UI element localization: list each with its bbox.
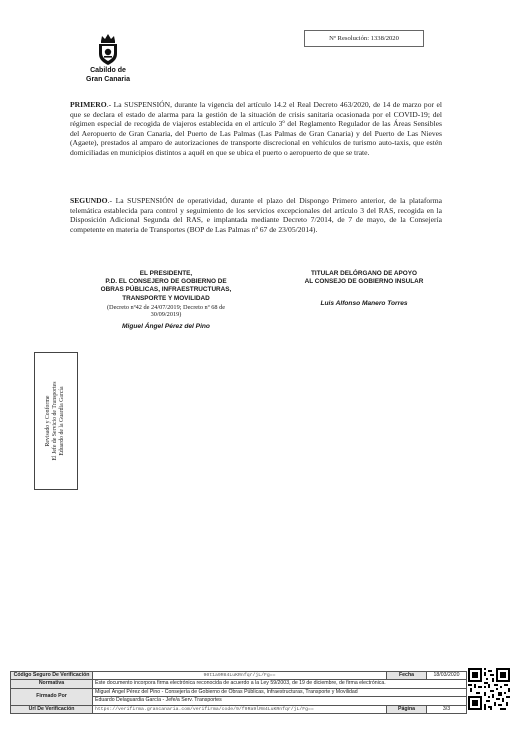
stamp-text xyxy=(45,354,67,488)
signature-block-organ xyxy=(282,270,446,308)
page-label: Página xyxy=(387,705,427,713)
signature-name: Luis Alfonso Manero Torres xyxy=(320,300,408,308)
paragraph-segundo xyxy=(70,196,442,234)
signature-title: EL PRESIDENTE, P.D. EL CONSEJERO DE GOBIERNO DE OBRAS PÚBLICAS, INFRAESTRUCTURAS, TRANSPORTE Y MOVILIDAD xyxy=(100,270,232,302)
stamp-line: Eduardo de la Guardia García xyxy=(59,386,66,456)
table-row xyxy=(11,705,467,713)
table-row xyxy=(11,680,467,688)
verification-table xyxy=(10,671,467,714)
date-label: Fecha xyxy=(387,672,427,680)
csv-label: Código Seguro De Verificación xyxy=(11,672,93,680)
logo-line-2: Gran Canaria xyxy=(86,75,130,83)
qr-code-icon xyxy=(468,668,510,710)
signature-block-president xyxy=(72,270,260,331)
logo-line-1: Cabildo de xyxy=(90,67,126,74)
table-row xyxy=(11,672,467,680)
paragraph-text: .- La SUSPENSIÓN, durante la vigencia del artículo 14.2 el Real Decreto 463/2020, de 14 de marzo por el que se declara el estado de alarma para la gestión de la situación de crisis sanitaria ocasionada por el COVID-19; del régimen especial de recogida de viajeros establecida en el artículo 3º del Reglamento Regulador de las Áreas Sensibles del Aeropuerto de Gran Canaria, del Puerto de Las Palmas (Las Palmas de Gran Canaria) y del Puerto de Las Nieves (Agaete), prestados al amparo de autorizaciones de transporte discrecional en vehículos de turismo auto-taxis, que estén domiciliadas en municipios distintos a aquél en que se ubica el puerto o aeropuerto de que se trate. xyxy=(70,100,442,157)
stamp-line: El Jefe de Servicio de Transportes xyxy=(52,381,59,461)
normativa-value: Este documento incorpora firma electrónica reconocida de acuerdo a la Ley 59/2003, de 19 de diciembre, de firma electrónica. xyxy=(93,680,467,688)
csv-value[interactable]: 90t1a9R84LuKRnfqr/jL/Fg== xyxy=(93,672,387,680)
signer-1: Miguel Ángel Pérez del Pino - Consejería de Gobierno de Obras Públicas, Infraestructuras, Transporte y Movilidad xyxy=(93,688,467,696)
signature-name: Miguel Ángel Pérez del Pino xyxy=(122,323,210,330)
paragraph-primero xyxy=(70,100,442,158)
signature-decree: (Decreto nº42 de 24/07/2019; Decreto nº 68 de 30/09/2019) xyxy=(106,303,226,319)
normativa-label: Normativa xyxy=(11,680,93,688)
verification-url[interactable]: https://verifirma.grancanaria.com/verifirma/code/9/f9Ra9lR84LuKRnfqr/jL/Fg== xyxy=(93,705,387,713)
paragraph-label: PRIMERO xyxy=(70,100,107,109)
paragraph-text: .- La SUSPENSIÓN de operatividad, durante el plazo del Dispongo Primero anterior, de la plataforma telemática establecida para control y seguimiento de los servicios excepcionales del artículo 3 del RAS, recogida en la Disposición Adicional Segunda del RAS, e implantada mediante Decreto 7/2014, de 7 de mayo, de la Consejería competente en materia de Transportes (BOP de Las Palmas nº 67 de 23/05/2014). xyxy=(70,196,442,234)
signature-title: TITULAR DELÓRGANO DE APOYO AL CONSEJO DE GOBIERNO INSULAR xyxy=(304,270,424,286)
page-number: 3/3 xyxy=(427,705,467,713)
review-stamp xyxy=(34,352,78,490)
date-value: 18/03/2020 xyxy=(427,672,467,680)
cabildo-logo xyxy=(82,32,134,83)
coat-of-arms-icon xyxy=(93,32,123,66)
url-label: Url De Verificación xyxy=(11,705,93,713)
signed-by-label: Firmado Por xyxy=(11,688,93,705)
paragraph-label: SEGUNDO xyxy=(70,196,108,205)
table-row xyxy=(11,688,467,696)
resolution-number: Nº Resolución: 1338/2020 xyxy=(304,30,424,47)
signer-2: Eduardo Delaguardia García - Jefe/a Serv. Transportes xyxy=(93,697,467,705)
stamp-line: Revisado y Conforme xyxy=(45,395,52,447)
